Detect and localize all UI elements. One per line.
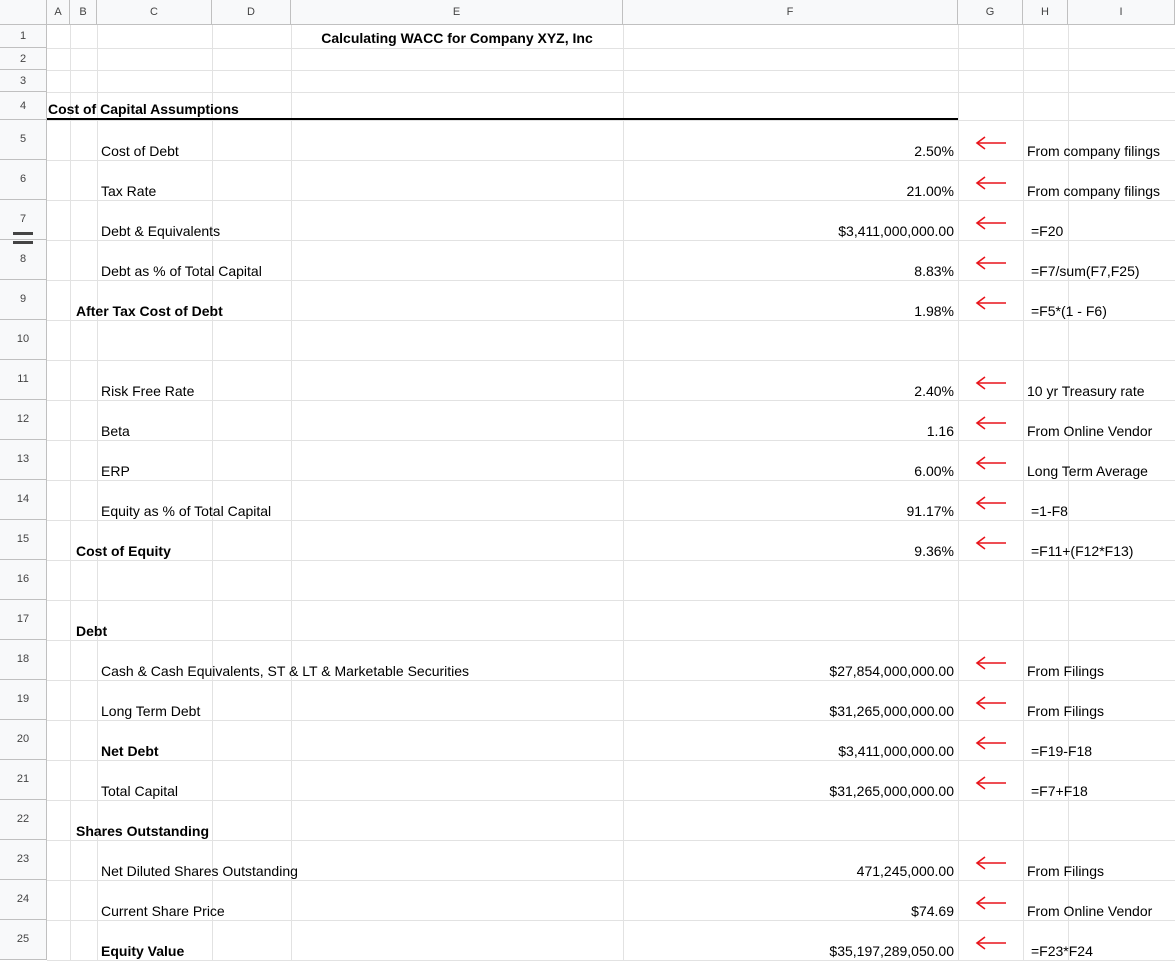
value-cell[interactable]: 9.36% xyxy=(914,543,954,559)
value-cell[interactable]: 2.50% xyxy=(914,143,954,159)
row-gridline xyxy=(47,800,1175,801)
note-cell[interactable]: =F20 xyxy=(1031,223,1064,239)
left-arrow-icon xyxy=(975,136,1007,150)
left-arrow-icon xyxy=(975,696,1007,710)
column-header-e[interactable]: E xyxy=(291,0,623,25)
row-header-24[interactable]: 24 xyxy=(0,880,47,920)
label-cell[interactable]: Long Term Debt xyxy=(101,703,201,719)
column-header-d[interactable]: D xyxy=(212,0,291,25)
label-cell[interactable]: Tax Rate xyxy=(101,183,157,199)
label-cell[interactable]: ERP xyxy=(101,463,130,479)
sheet-title: Calculating WACC for Company XYZ, Inc xyxy=(321,30,593,46)
label-cell[interactable]: Debt xyxy=(76,623,108,639)
label-cell[interactable]: Debt as % of Total Capital xyxy=(101,263,262,279)
column-gridline xyxy=(623,25,624,960)
left-arrow-icon xyxy=(975,176,1007,190)
row-header-17[interactable]: 17 xyxy=(0,600,47,640)
note-cell[interactable]: =F5*(1 - F6) xyxy=(1031,303,1107,319)
left-arrow-icon xyxy=(975,216,1007,230)
column-gridline xyxy=(70,25,71,960)
row-gridline xyxy=(47,400,1175,401)
left-arrow-icon xyxy=(975,296,1007,310)
column-gridline xyxy=(1023,25,1024,960)
row-header-4[interactable]: 4 xyxy=(0,92,47,120)
row-gridline xyxy=(47,240,1175,241)
value-cell[interactable]: 6.00% xyxy=(914,463,954,479)
row-gridline xyxy=(47,600,1175,601)
note-cell[interactable]: From company filings xyxy=(1027,183,1161,199)
row-header-5[interactable]: 5 xyxy=(0,120,47,160)
value-cell[interactable]: $35,197,289,050.00 xyxy=(829,943,954,959)
row-gridline xyxy=(47,70,1175,71)
note-cell[interactable]: 10 yr Treasury rate xyxy=(1027,383,1145,399)
row-gridline xyxy=(47,120,1175,121)
row-gridline xyxy=(47,760,1175,761)
row-header-1[interactable]: 1 xyxy=(0,25,47,48)
value-cell[interactable]: 91.17% xyxy=(906,503,954,519)
column-gridline xyxy=(212,25,213,960)
left-arrow-icon xyxy=(975,456,1007,470)
row-header-12[interactable]: 12 xyxy=(0,400,47,440)
label-cell[interactable]: Risk Free Rate xyxy=(101,383,195,399)
row-header-2[interactable]: 2 xyxy=(0,48,47,70)
left-arrow-icon xyxy=(975,856,1007,870)
row-gridline xyxy=(47,480,1175,481)
row-gridline xyxy=(47,920,1175,921)
note-cell[interactable]: =F19-F18 xyxy=(1031,743,1093,759)
value-cell[interactable]: 1.16 xyxy=(926,423,954,439)
left-arrow-icon xyxy=(975,256,1007,270)
row-header-6[interactable]: 6 xyxy=(0,160,47,200)
row-gridline xyxy=(47,92,1175,93)
row-gridline xyxy=(47,200,1175,201)
left-arrow-icon xyxy=(975,496,1007,510)
row-gridline xyxy=(47,880,1175,881)
note-cell[interactable]: =F7+F18 xyxy=(1031,783,1088,799)
row-gridline xyxy=(47,160,1175,161)
row-header-16[interactable]: 16 xyxy=(0,560,47,600)
column-gridline xyxy=(1068,25,1069,960)
label-cell[interactable]: Equity Value xyxy=(101,943,185,959)
label-cell[interactable]: Cost of Equity xyxy=(76,543,171,559)
row-gridline xyxy=(47,680,1175,681)
row-gridline xyxy=(47,520,1175,521)
row-gridline xyxy=(47,48,1175,49)
row-header-13[interactable]: 13 xyxy=(0,440,47,480)
column-gridline xyxy=(291,25,292,960)
left-arrow-icon xyxy=(975,416,1007,430)
section-underline xyxy=(47,118,958,120)
row-header-11[interactable]: 11 xyxy=(0,360,47,400)
label-cell[interactable]: After Tax Cost of Debt xyxy=(76,303,223,319)
note-cell[interactable]: From Online Vendor xyxy=(1027,903,1153,919)
row-header-22[interactable]: 22 xyxy=(0,800,47,840)
row-gridline xyxy=(47,720,1175,721)
note-cell[interactable]: From Filings xyxy=(1027,863,1105,879)
label-cell[interactable]: Current Share Price xyxy=(101,903,225,919)
column-header-a[interactable]: A xyxy=(47,0,70,25)
label-cell[interactable]: Cash & Cash Equivalents, ST & LT & Marketable Securities xyxy=(101,663,470,679)
value-cell[interactable]: 1.98% xyxy=(914,303,954,319)
row-header-3[interactable]: 3 xyxy=(0,70,47,92)
column-gridline xyxy=(97,25,98,960)
label-cell[interactable]: Net Debt xyxy=(101,743,159,759)
note-cell[interactable]: From Online Vendor xyxy=(1027,423,1153,439)
row-header-15[interactable]: 15 xyxy=(0,520,47,560)
value-cell[interactable]: 2.40% xyxy=(914,383,954,399)
value-cell[interactable]: $31,265,000,000.00 xyxy=(829,703,954,719)
left-arrow-icon xyxy=(975,776,1007,790)
column-header-f[interactable]: F xyxy=(623,0,958,25)
freeze-handle[interactable] xyxy=(13,232,33,235)
value-cell[interactable]: 8.83% xyxy=(914,263,954,279)
row-gridline xyxy=(47,320,1175,321)
row-header-7[interactable]: 7 xyxy=(0,200,47,240)
column-header-c[interactable]: C xyxy=(97,0,212,25)
row-gridline xyxy=(47,560,1175,561)
label-cell[interactable]: Total Capital xyxy=(101,783,179,799)
value-cell[interactable]: $3,411,000,000.00 xyxy=(838,743,954,759)
row-header-23[interactable]: 23 xyxy=(0,840,47,880)
value-cell[interactable]: $31,265,000,000.00 xyxy=(829,783,954,799)
column-header-g[interactable]: G xyxy=(958,0,1023,25)
note-cell[interactable]: =F23*F24 xyxy=(1031,943,1093,959)
value-cell[interactable]: 471,245,000.00 xyxy=(856,863,954,879)
left-arrow-icon xyxy=(975,536,1007,550)
value-cell[interactable]: $27,854,000,000.00 xyxy=(829,663,954,679)
select-all-corner[interactable] xyxy=(0,0,47,25)
label-cell[interactable]: Equity as % of Total Capital xyxy=(101,503,272,519)
row-gridline xyxy=(47,360,1175,361)
row-header-21[interactable]: 21 xyxy=(0,760,47,800)
column-header-b[interactable]: B xyxy=(70,0,97,25)
note-cell[interactable]: =F7/sum(F7,F25) xyxy=(1031,263,1140,279)
value-cell[interactable]: $3,411,000,000.00 xyxy=(838,223,954,239)
row-header-14[interactable]: 14 xyxy=(0,480,47,520)
row-header-18[interactable]: 18 xyxy=(0,640,47,680)
row-header-10[interactable]: 10 xyxy=(0,320,47,360)
left-arrow-icon xyxy=(975,656,1007,670)
note-cell[interactable]: From Filings xyxy=(1027,703,1105,719)
row-gridline xyxy=(47,440,1175,441)
note-cell[interactable]: =1-F8 xyxy=(1031,503,1068,519)
row-gridline xyxy=(47,280,1175,281)
column-header-h[interactable]: H xyxy=(1023,0,1068,25)
value-cell[interactable]: 21.00% xyxy=(906,183,954,199)
note-cell[interactable]: =F11+(F12*F13) xyxy=(1031,543,1134,559)
row-gridline xyxy=(47,640,1175,641)
freeze-handle[interactable] xyxy=(13,241,33,244)
label-cell[interactable]: Cost of Debt xyxy=(101,143,179,159)
left-arrow-icon xyxy=(975,896,1007,910)
label-cell[interactable]: Shares Outstanding xyxy=(76,823,210,839)
left-arrow-icon xyxy=(975,376,1007,390)
row-header-8[interactable]: 8 xyxy=(0,240,47,280)
label-cell[interactable]: Beta xyxy=(101,423,130,439)
note-cell[interactable]: From company filings xyxy=(1027,143,1161,159)
label-cell[interactable]: Net Diluted Shares Outstanding xyxy=(101,863,298,879)
row-header-19[interactable]: 19 xyxy=(0,680,47,720)
column-gridline xyxy=(958,25,959,960)
left-arrow-icon xyxy=(975,736,1007,750)
left-arrow-icon xyxy=(975,936,1007,950)
value-cell[interactable]: $74.69 xyxy=(911,903,954,919)
note-cell[interactable]: Long Term Average xyxy=(1027,463,1148,479)
row-header-20[interactable]: 20 xyxy=(0,720,47,760)
label-cell[interactable]: Debt & Equivalents xyxy=(101,223,221,239)
row-gridline xyxy=(47,840,1175,841)
row-header-9[interactable]: 9 xyxy=(0,280,47,320)
note-cell[interactable]: From Filings xyxy=(1027,663,1105,679)
section-header: Cost of Capital Assumptions xyxy=(48,101,239,117)
column-header-i[interactable]: I xyxy=(1068,0,1175,25)
row-header-25[interactable]: 25 xyxy=(0,920,47,960)
